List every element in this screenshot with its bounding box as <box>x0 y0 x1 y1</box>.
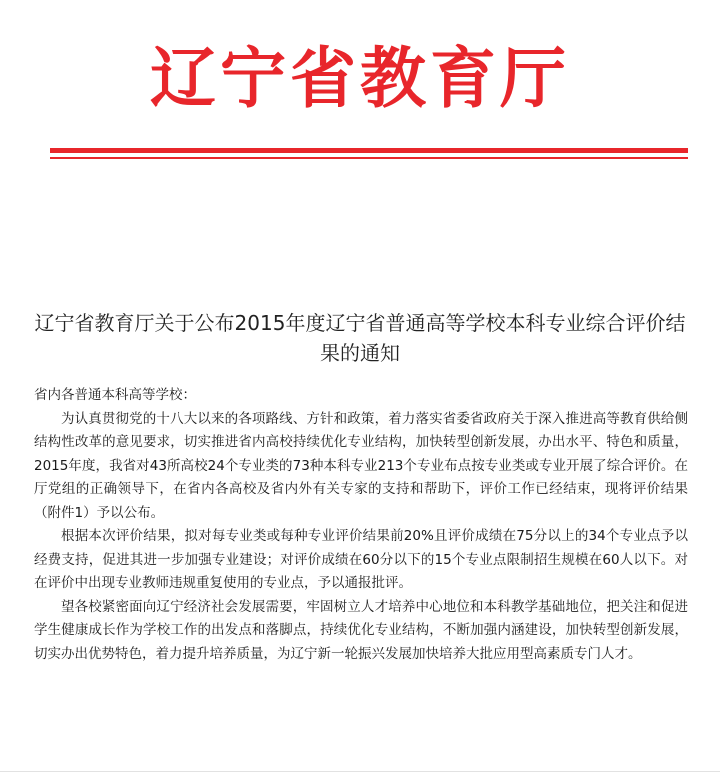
paragraph-3: 望各校紧密面向辽宁经济社会发展需要，牢固树立人才培养中心地位和本科教学基础地位，把关注和促进学生健康成长作为学校工作的出发点和落脚点，持续优化专业结构，不断加强内涵建设，加快转型创新发展，切实办出优势特色，着力提升培养质量，为辽宁新一轮振兴发展加快培养大批应用型高素质专门人才。 <box>34 598 688 662</box>
masthead-rule-thick <box>50 148 688 153</box>
paragraph-1: 为认真贯彻党的十八大以来的各项路线、方针和政策，着力落实省委省政府关于深入推进高等教育供给侧结构性改革的意见要求，切实推进省内高校持续优化专业结构，加快转型创新发展，办出水平、特色和质量，2015年度，我省对43所高校24个专业类的73种本科专业213个专业布点按专业类或专业开展了综合评价。在厅党组的正确领导下，在省内各高校及省内外有关专家的支持和帮助下，评价工作已经结束，现将评价结果（附件1）予以公布。 <box>34 410 688 521</box>
masthead-title: 辽宁省教育厅 <box>150 39 570 117</box>
page-bottom-border <box>0 771 720 772</box>
salutation: 省内各普通本科高等学校： <box>34 387 196 403</box>
document-body <box>34 384 688 666</box>
paragraph-2: 根据本次评价结果，拟对每专业类或每种专业评价结果前20%且评价成绩在75分以上的34个专业点予以经费支持，促进其进一步加强专业建设；对评价成绩在60分以下的15个专业点限制招生规模在60人以下。对在评价中出现专业教师违规重复使用的专业点，予以通报批评。 <box>34 528 688 591</box>
document-title: 辽宁省教育厅关于公布2015年度辽宁省普通高等学校本科专业综合评价结果的通知 <box>34 311 686 365</box>
masthead-rule-thin <box>50 157 688 159</box>
